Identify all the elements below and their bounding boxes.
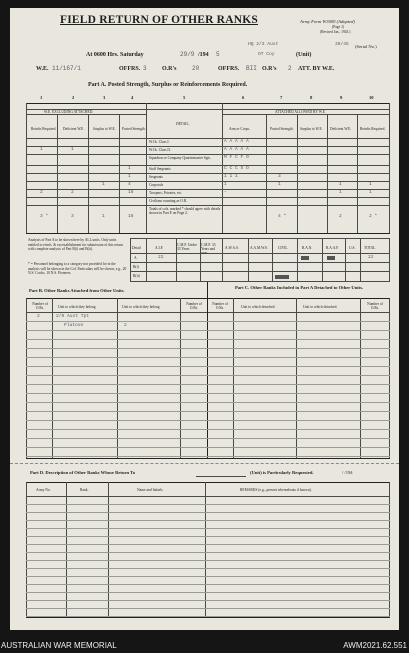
cell-arm: C C C S O: [224, 166, 249, 171]
col-num-9: 9: [340, 95, 343, 100]
b-entry-number: 2: [37, 314, 40, 319]
cell-c3: 1: [102, 182, 105, 187]
an-h-aif: A.I.F.: [155, 246, 164, 250]
unit-label: (Unit): [296, 52, 312, 58]
perforation-line: [10, 463, 399, 464]
form-number: Army Form W3009 (Adapted): [300, 19, 355, 24]
col-num-3: 3: [103, 95, 106, 100]
att-label: ATT. BY W.E.: [298, 66, 335, 72]
header-deficient: Deficient W.E.: [63, 127, 85, 131]
d-col-name: Name and Initials.: [137, 488, 164, 492]
col-num-2: 2: [72, 95, 75, 100]
unit-value-2: OT Coy: [258, 52, 275, 57]
cell-c4: 1: [128, 166, 131, 171]
part-d-heading-a: Part D. Description of Other Ranks Whose Return To: [30, 470, 136, 475]
an-h-raaf: R.A.A.F.: [326, 246, 339, 250]
header-posted: Posted Strength.: [122, 127, 146, 131]
serial-value: 39/45: [335, 42, 349, 47]
cell-arm: –: [224, 190, 227, 195]
an-row-a-aif: 22: [158, 255, 164, 260]
cell-c7: 4 *: [278, 214, 287, 219]
cell-c10: 1: [369, 190, 372, 195]
header-reinfts-required: Reinfts Required.: [31, 127, 57, 131]
c-col-number: Number of O.Rs.: [212, 302, 228, 310]
an-h-aamws: A.A.M.W.S.: [250, 246, 268, 250]
an-h-awas: A.W.A.S.: [225, 246, 239, 250]
cell-c9: 1: [339, 190, 342, 195]
header-surplus: Surplus to W.E.: [93, 127, 116, 131]
we-value: 11/167/1: [52, 65, 81, 72]
row-detail: W.Os. Class II.: [149, 148, 171, 152]
row-detail: Sergeants: [149, 175, 163, 179]
we-excluding-header: W.E. EXCLUDING ATTACHED.: [44, 110, 94, 114]
ors2-value: 2: [288, 65, 292, 72]
col-num-6: 6: [242, 95, 245, 100]
cell-c4: 4: [128, 182, 131, 187]
cell-arm: M F C F O: [224, 155, 249, 160]
col-num-1: 1: [40, 95, 43, 100]
an-row-a-label: A.: [134, 256, 138, 260]
part-b-heading: Part B. Other Ranks Attached from Other Units.: [29, 288, 125, 293]
attached-allowed-header: ATTACHED ALLOWED BY W.E.: [275, 110, 326, 114]
d-col-army-no: Army No.: [36, 488, 51, 492]
cell-c2: 3: [71, 214, 74, 219]
offrs2-value: BII: [246, 65, 257, 72]
an-h-total: TOTAL: [364, 246, 376, 250]
row-detail: Totals of cols. marked * should agree with details shown in Part E on Page 2.: [149, 207, 221, 215]
offrs-label: OFFRS.: [119, 66, 141, 72]
c-col-unit-2: Unit to which detached.: [303, 305, 338, 309]
an-h-civil: CIVIL: [278, 246, 288, 250]
form-title: FIELD RETURN OF OTHER RANKS: [60, 14, 258, 26]
b-col-unit: Unit to which they belong: [58, 305, 96, 309]
redacted-mark-2: [301, 256, 309, 260]
cell-c4: 18: [128, 190, 134, 195]
offrs2-label: OFFRS.: [218, 66, 240, 72]
cell-c1: 3 *: [40, 214, 49, 219]
archive-footer: [0, 639, 409, 653]
header-posted-att: Posted Strength.: [270, 127, 294, 131]
c-col-number-2: Number of O.Rs.: [367, 302, 383, 310]
header-surplus-att: Surplus to W.E.: [300, 127, 323, 131]
cell-c2: 1: [71, 147, 74, 152]
serial-label: (Serial No.): [355, 44, 377, 49]
offrs-value: 3: [143, 65, 147, 72]
we-label: W.E.: [36, 66, 49, 72]
an-h-us: U.S.: [349, 246, 356, 250]
b-col-unit-2: Unit to which they belong: [122, 305, 160, 309]
cell-c2: 2: [71, 190, 74, 195]
row-detail: Troopers, Privates, etc.: [149, 191, 183, 195]
redacted-mark-1: [275, 275, 289, 279]
date-value: 29/9: [180, 51, 195, 58]
row-detail: Squadron or Company Quartermaster Sgts.: [149, 156, 211, 160]
b-col-number: Number of O.Rs.: [32, 302, 48, 310]
d-col-rank: Rank.: [80, 488, 89, 492]
posted-note: * = Personnel belonging to a category not provided for in the analysis will be shown in the Col. Particulars will be shown, e.g., 20 N.S. Cooks, 10 N.S. Pioneers.: [28, 262, 127, 275]
col-num-5: 5: [183, 95, 186, 100]
form-revised: (Revised Jan., 1943.): [320, 30, 351, 34]
cell-arm: 1: [224, 182, 227, 187]
row-detail: Staff Sergeants: [149, 167, 171, 171]
part-c-heading: Part C. Other Ranks Included in Part A Detached to Other Units.: [234, 285, 364, 290]
cell-arm: A A A A A: [224, 139, 249, 144]
part-a-heading: Part A. Posted Strength, Surplus or Reinforcements Required.: [88, 82, 248, 88]
cell-c7: 3: [278, 174, 281, 179]
row-detail: Corporals: [149, 183, 164, 187]
col-num-10: 10: [369, 95, 374, 100]
b-entry-number-2: 2: [124, 323, 127, 328]
or-label: O.R's: [162, 66, 177, 72]
b-entry-unit-line2: Platoon: [64, 323, 84, 328]
year-value: 5: [216, 51, 220, 58]
an-row-bii-label: B(ii): [133, 274, 140, 278]
cell-c7: 1: [278, 182, 281, 187]
part-d-date: / /194: [342, 470, 353, 475]
cell-arm: A A A A A: [224, 147, 249, 152]
at-line: At 0600 Hrs. Saturday: [86, 52, 144, 58]
an-h-cmf-over: C.M.F. 33 Years and over: [201, 243, 216, 255]
year-label: /194: [198, 52, 209, 58]
d-col-remarks: REMARKS (e.g., present whereabouts if known).: [240, 488, 312, 492]
col-num-8: 8: [310, 95, 313, 100]
footer-right: AWM2021.62.551: [343, 641, 407, 650]
col-num-7: 7: [280, 95, 283, 100]
cell-c9: 2: [339, 214, 342, 219]
cell-arm: 1 1 1: [224, 174, 238, 179]
part-d-heading-b: (Unit) is Particularly Requested.: [250, 470, 314, 475]
redacted-mark-3: [327, 256, 335, 260]
footer-left: AUSTRALIAN WAR MEMORIAL: [1, 641, 117, 650]
cell-c4: 18: [128, 214, 134, 219]
an-row-a-total: 22: [368, 255, 374, 260]
cell-c3: 1: [102, 214, 105, 219]
an-row-bi-label: B(i): [133, 265, 139, 269]
cell-c10: 1: [369, 182, 372, 187]
b-entry-unit: 2/9 Aust Tpt: [56, 314, 90, 319]
cell-c1: 2: [40, 190, 43, 195]
or-value: 20: [192, 65, 200, 72]
cell-c10: 2 *: [369, 214, 378, 219]
unit-value: HQ 2/3 Aust: [248, 42, 279, 47]
detail-header: DETAIL.: [176, 122, 190, 126]
an-h-cmf-under: C.M.F. Under 33 Years: [177, 243, 197, 251]
header-arm: Arm or Corps.: [229, 127, 250, 131]
an-h-ran: R.A.N.: [302, 246, 313, 250]
header-deficient-att: Deficient W.E.: [330, 127, 352, 131]
header-reinfts-att: Reinfts Required.: [360, 127, 386, 131]
b-col-number-2: Number of O.Rs.: [186, 302, 202, 310]
col-num-4: 4: [131, 95, 134, 100]
an-h-detail: Detail: [132, 246, 141, 250]
row-detail: Civilians counting as O.R.: [149, 199, 188, 203]
ors2-label: O.R's: [262, 66, 277, 72]
row-detail: W.Os. Class I.: [149, 140, 170, 144]
cell-c9: 1: [339, 182, 342, 187]
analysis-note: Analysis of Part A to be shown here by ALL units. Only units entitled to reinfs. & on establishment for submission of this return with complete analysis of Part B(i) and B(ii).: [28, 238, 123, 251]
cell-c1: 1: [40, 147, 43, 152]
cell-c4: 1: [128, 174, 131, 179]
form-page: (Page 1): [332, 25, 345, 29]
c-col-unit: Unit to which detached.: [241, 305, 276, 309]
